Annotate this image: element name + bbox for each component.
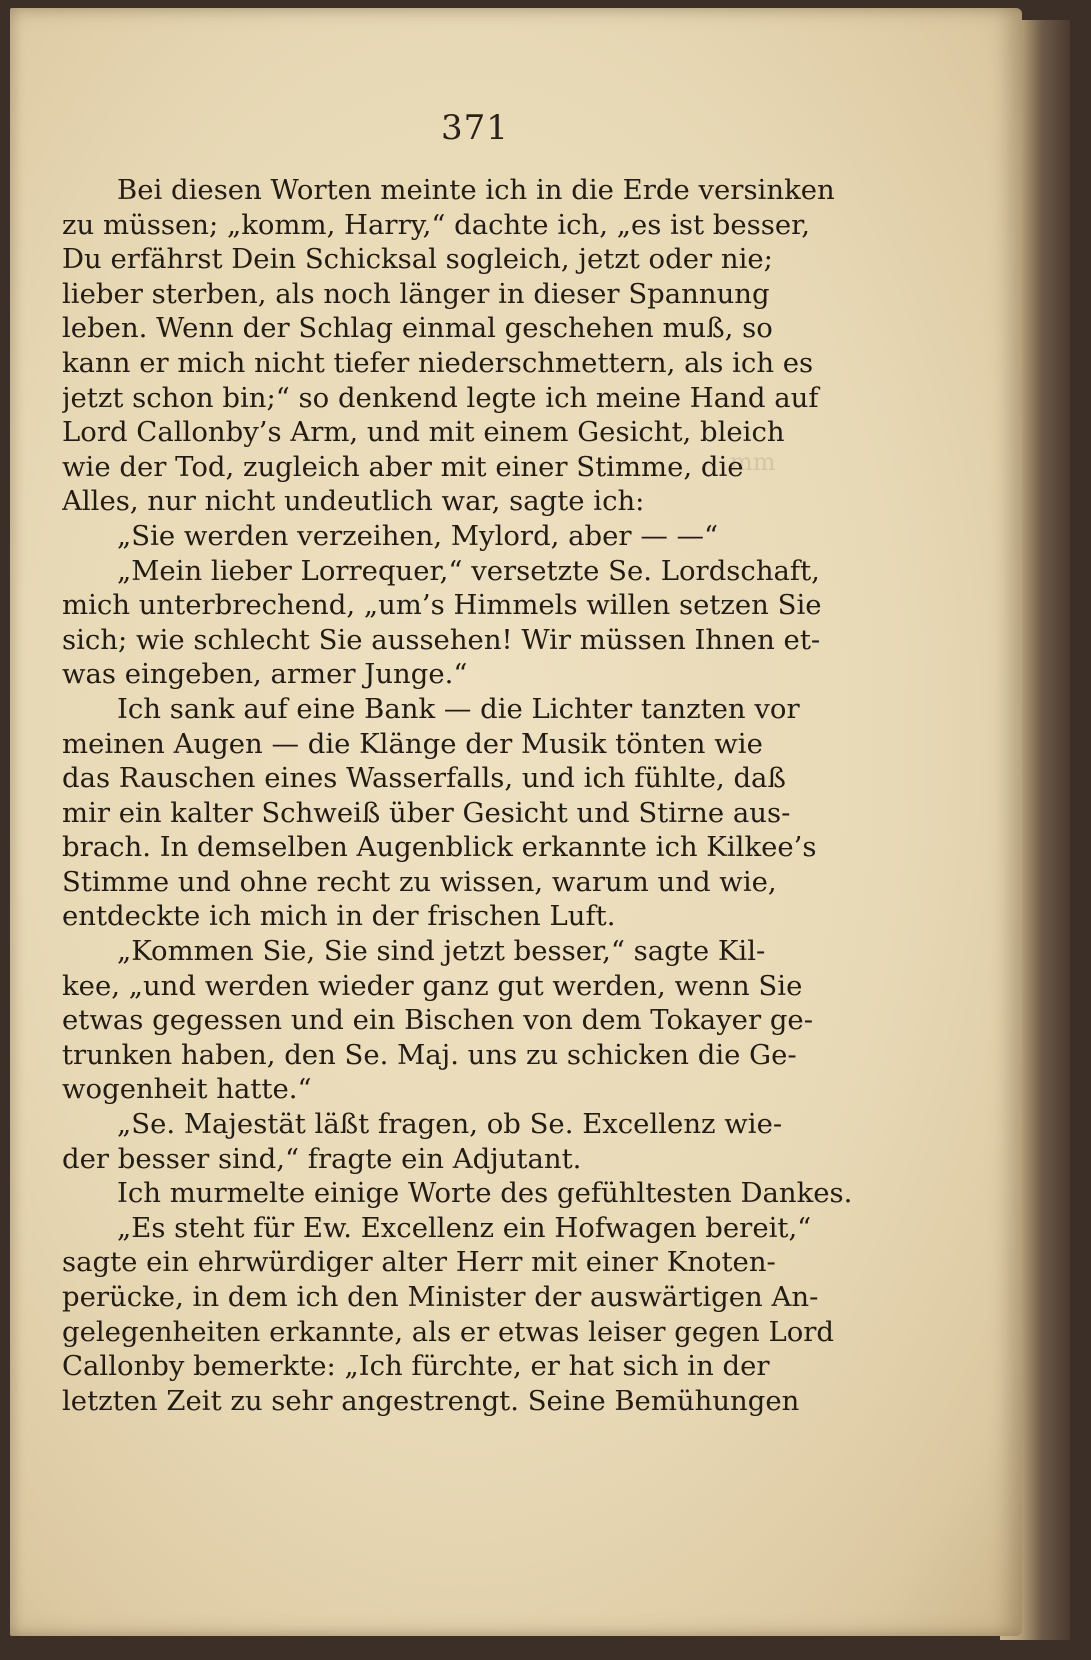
text-line: perücke, in dem ich den Minister der auswärtigen An-: [62, 1281, 819, 1313]
text-line: lieber sterben, als noch länger in dieser Spannung: [62, 277, 770, 310]
text-line: wie der Tod, zugleich aber mit einer Stimme, die: [62, 450, 744, 483]
text-line: brach. In demselben Augenblick erkannte ich Kilkee’s: [62, 831, 817, 864]
text-line: letzten Zeit zu sehr angestrengt. Seine Bemühungen: [62, 1384, 800, 1417]
text-line: der besser sind,“ fragte ein Adjutant.: [62, 1142, 582, 1175]
text-line: Ich murmelte einige Worte des gefühltesten Dankes.: [117, 1177, 853, 1210]
text-line: was eingeben, armer Junge.“: [62, 658, 468, 691]
text-line: „Sie werden verzeihen, Mylord, aber — —“: [117, 519, 719, 552]
text-line: das Rauschen eines Wasserfalls, und ich fühlte, daß: [62, 762, 786, 795]
text-line: entdeckte ich mich in der frischen Luft.: [62, 900, 616, 933]
text-line: Lord Callonby’s Arm, und mit einem Gesicht, bleich: [62, 416, 785, 449]
body-text: [62, 173, 882, 1418]
text-line: mich unterbrechend, „um’s Himmels willen setzen Sie: [62, 589, 822, 622]
text-line: wogenheit hatte.“: [62, 1073, 312, 1106]
text-line: „Kommen Sie, Sie sind jetzt besser,“ sagte Kil-: [117, 935, 766, 968]
text-line: „Es steht für Ew. Excellenz ein Hofwagen bereit,“: [117, 1211, 812, 1244]
text-line: Bei diesen Worten meinte ich in die Erde versinken: [117, 174, 835, 206]
text-line: jetzt schon bin;“ so denkend legte ich meine Hand auf: [62, 381, 819, 414]
text-line: kee, „und werden wieder ganz gut werden, wenn Sie: [62, 969, 803, 1002]
text-line: zu müssen; „komm, Harry,“ dachte ich, „es ist besser,: [62, 208, 811, 241]
text-line: mir ein kalter Schweiß über Gesicht und Stirne aus-: [62, 796, 791, 829]
text-line: kann er mich nicht tiefer niederschmettern, als ich es: [62, 346, 814, 379]
show-through-text: mm: [730, 448, 776, 476]
text-line: gelegenheiten erkannte, als er etwas leiser gegen Lord: [62, 1315, 835, 1348]
text-line: Alles, nur nicht undeutlich war, sagte ich:: [62, 485, 645, 518]
text-line: etwas gegessen und ein Bischen von dem Tokayer ge-: [62, 1004, 813, 1037]
text-line: trunken haben, den Se. Maj. uns zu schicken die Ge-: [62, 1038, 797, 1071]
text-line: leben. Wenn der Schlag einmal geschehen muß, so: [62, 312, 773, 345]
text-line: Stimme und ohne recht zu wissen, warum und wie,: [62, 865, 777, 898]
text-line: sich; wie schlecht Sie aussehen! Wir müssen Ihnen et-: [62, 623, 821, 656]
text-line: Du erfährst Dein Schicksal sogleich, jetzt oder nie;: [62, 243, 773, 276]
text-line: „Se. Majestät läßt fragen, ob Se. Excellenz wie-: [117, 1108, 783, 1141]
text-line: sagte ein ehrwürdiger alter Herr mit einer Knoten-: [62, 1246, 776, 1279]
book-page: [10, 8, 1022, 1636]
text-line: „Mein lieber Lorrequer,“ versetzte Se. Lordschaft,: [117, 554, 820, 587]
page-number: 371: [441, 108, 509, 148]
text-line: meinen Augen — die Klänge der Musik tönten wie: [62, 727, 763, 760]
text-line: Ich sank auf eine Bank — die Lichter tanzten vor: [117, 692, 800, 725]
text-line: Callonby bemerkte: „Ich fürchte, er hat sich in der: [62, 1350, 770, 1383]
